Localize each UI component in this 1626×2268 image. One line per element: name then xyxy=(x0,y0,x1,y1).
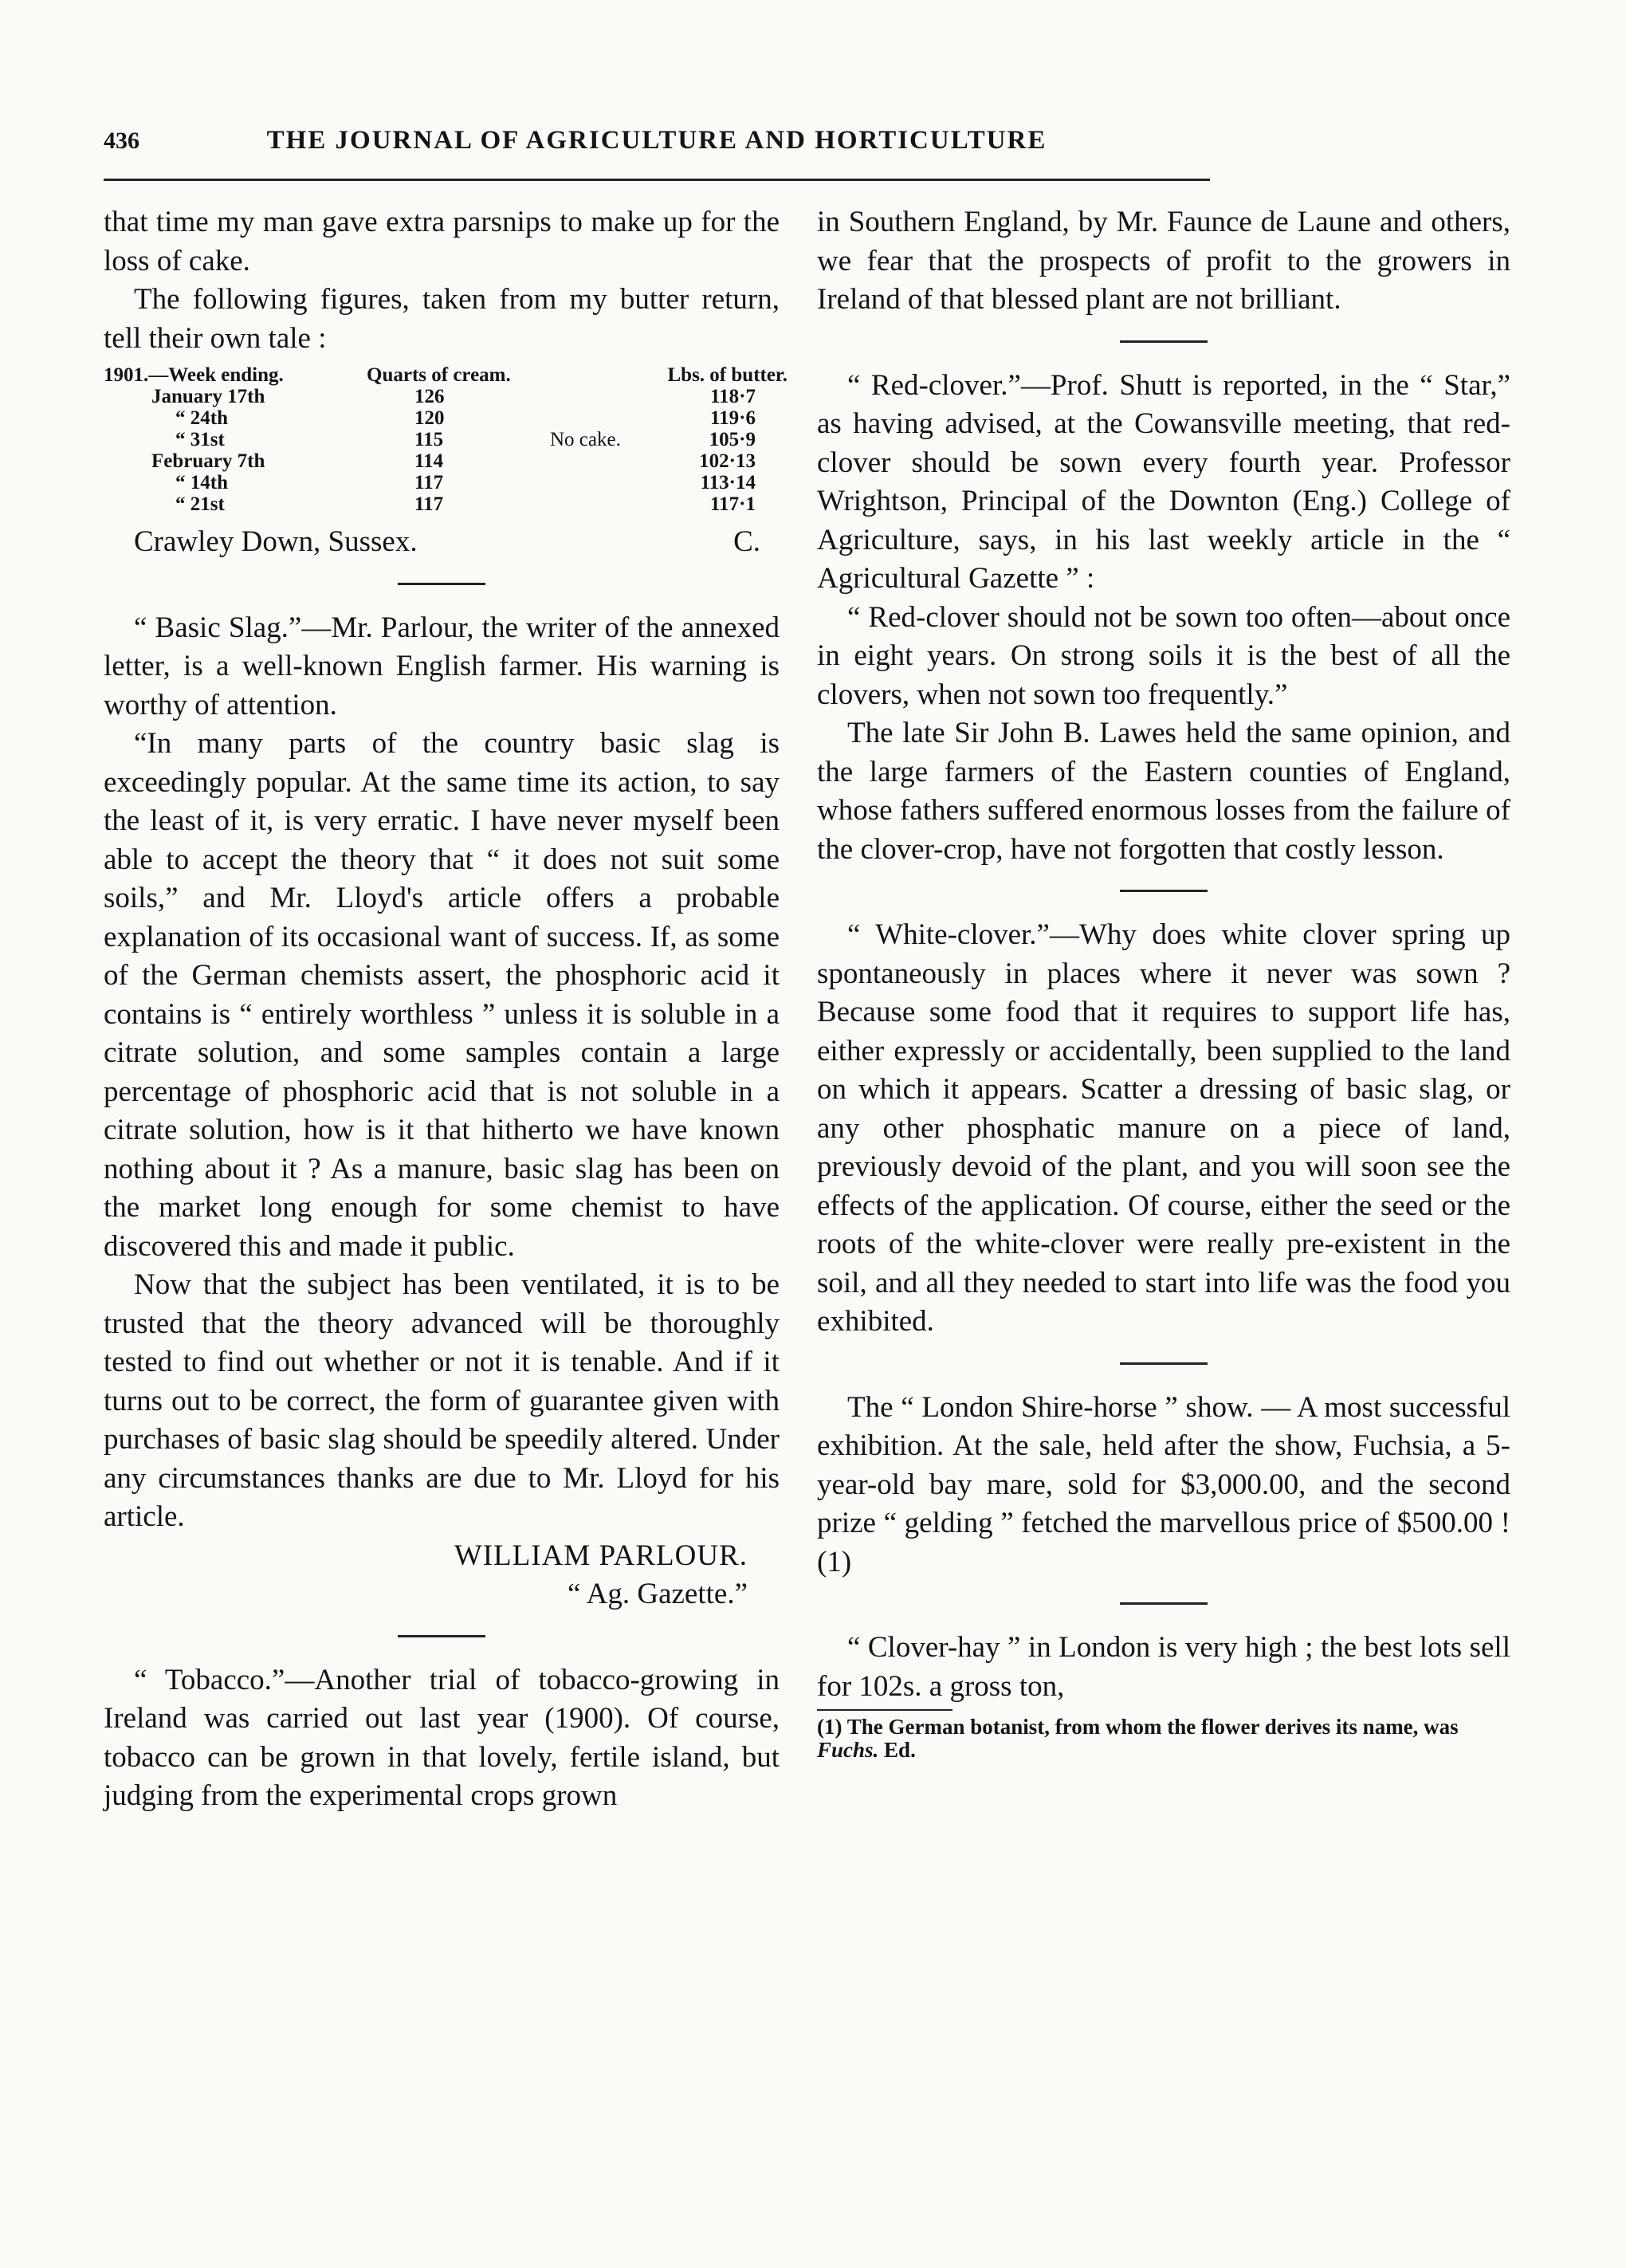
table-row xyxy=(104,407,787,429)
red-clover-lawes: The late Sir John B. Lawes held the same opinion, and the large farmers of the Eastern counties of England, whose fathers suffered enormous losses from the failure of the clover-crop, have not forgotten that costly lesson. xyxy=(817,717,1510,866)
cream-cell: 117 xyxy=(414,472,444,493)
table-row xyxy=(104,493,787,515)
tobacco-paragraph: “ Tobacco.”—Another trial of tobacco-growing in Ireland was carried out last year (1900). Of course, tobacco can be grown in that lovely, fertile island, but judging from the experimental crops grown xyxy=(104,1663,780,1812)
basic-slag-intro: “ Basic Slag.”—Mr. Parlour, the writer of the annexed letter, is a well-known English farmer. His warning is worthy of attention. xyxy=(104,611,780,721)
table-row xyxy=(104,450,787,472)
page-header xyxy=(104,120,1210,175)
clover-hay-paragraph: “ Clover-hay ” in London is very high ; the best lots sell for 102s. a gross ton, xyxy=(817,1631,1510,1703)
red-clover-paragraph: “ Red-clover.”—Prof. Shutt is reported, in the “ Star,” as having advised, at the Cowansville meeting, that red-clover should be sown every fourth year. Professor Wrightson, Principal of the Downton (Eng.) College of Agriculture, says, in his last weekly article in the “ Agricultural Gazette ” : xyxy=(817,368,1510,595)
section-divider xyxy=(1120,1602,1208,1605)
col-cream-header: Quarts of cream. xyxy=(367,364,511,386)
note-cell xyxy=(550,386,638,407)
place-name: Crawley Down, Sussex. xyxy=(134,525,418,558)
table-row xyxy=(104,429,787,450)
footnote-editor: Ed. xyxy=(884,1738,916,1762)
cream-cell: 115 xyxy=(414,429,444,450)
week-cell: “ 14th xyxy=(175,472,228,493)
week-cell: “ 31st xyxy=(175,429,225,450)
white-clover-paragraph: “ White-clover.”—Why does white clover spring up spontaneously in places where it never was sown ? Because some food that it requires to support life has, either expressly or accidentally, been supplied to the land on which it appears. Scatter a dressing of basic slag, or any other phosphatic manure on a piece of land, previously devoid of the plant, and you will soon see the effects of the application. Of course, either the seed or the roots of the white-clover were really pre-existent in the soil, and all they needed to start into life was the food you exhibited. xyxy=(817,918,1510,1338)
cream-cell: 114 xyxy=(414,450,444,472)
butter-cell: 119·6 xyxy=(710,407,756,429)
table-header-row xyxy=(104,364,787,386)
footnote-botanist: Fuchs. xyxy=(817,1738,879,1762)
letter-signature: WILLIAM PARLOUR. xyxy=(454,1539,748,1572)
red-clover-quote: “ Red-clover should not be sown too often—about once in eight years. On strong soils it is the best of all the clovers, when not sown too frequently.” xyxy=(817,600,1510,711)
no-cake-note: No cake. xyxy=(550,429,621,450)
header-rule xyxy=(104,179,1210,181)
author-initial: C. xyxy=(733,525,760,558)
note-cell xyxy=(550,493,638,515)
signature-source: “ Ag. Gazette.” xyxy=(568,1578,748,1610)
butter-cell: 102·13 xyxy=(699,450,756,472)
figures-intro: The following figures, taken from my butter return, tell their own tale : xyxy=(104,283,780,355)
page-number: 436 xyxy=(104,128,139,154)
week-cell: January 17th xyxy=(151,386,265,407)
basic-slag-letter: “In many parts of the country basic slag is exceedingly popular. At the same time its action, to say the least of it, is very erratic. I have never myself been able to accept the theory that “ it does not suit some soils,” and Mr. Lloyd's article offers a probable explanation of its occasional want of success. If, as some of the German chemists assert, the phosphoric acid it contains is “ entirely worthless ” unless it is soluble in a citrate solution, and some samples contain a large percentage of phosphoric acid that is not soluble in a citrate solution, how is it that hitherto we have known nothing about it ? As a manure, basic slag has been on the market long enough for some chemist to have discovered this and made it public. xyxy=(104,727,780,1263)
note-cell xyxy=(550,450,638,472)
table-row xyxy=(104,472,787,493)
tobacco-continued: in Southern England, by Mr. Faunce de Laune and others, we fear that the prospects of profit to the growers in Ireland of that blessed plant are not brilliant. xyxy=(817,206,1510,316)
footnote xyxy=(817,1716,1510,1762)
butter-return-table xyxy=(104,364,787,515)
right-column xyxy=(817,203,1510,1762)
basic-slag-letter-cont: Now that the subject has been ventilated, it is to be trusted that the theory advanced will be thoroughly tested to find out whether or not it is tenable. And if it turns out to be correct, the form of guarantee given with purchases of basic slag should be speedily altered. Under any circumstances thanks are due to Mr. Lloyd for his article. xyxy=(104,1268,780,1533)
left-column xyxy=(104,203,787,1816)
place-signoff xyxy=(104,523,780,562)
butter-cell: 113·14 xyxy=(700,472,756,493)
section-divider xyxy=(398,1635,485,1637)
parsnips-paragraph: that time my man gave extra parsnips to make up for the loss of cake. xyxy=(104,206,780,277)
butter-cell: 118·7 xyxy=(710,386,756,407)
footnote-rule xyxy=(817,1709,952,1711)
section-divider xyxy=(1120,340,1208,343)
table-row xyxy=(104,386,787,407)
shire-horse-paragraph: The “ London Shire-horse ” show. — A most successful exhibition. At the sale, held after the show, Fuchsia, a 5-year-old bay mare, sold for $3,000.00, and the second prize “ gelding ” fetched the marvellous price of $500.00 ! (1) xyxy=(817,1390,1510,1578)
week-cell: February 7th xyxy=(151,450,265,472)
cream-cell: 120 xyxy=(414,407,445,429)
week-cell: “ 21st xyxy=(175,493,225,515)
section-divider xyxy=(1120,1362,1208,1365)
note-cell xyxy=(550,472,638,493)
butter-cell: 105·9 xyxy=(709,429,756,450)
footnote-text: (1) The German botanist, from whom the flower derives its name, was xyxy=(817,1715,1459,1739)
note-cell xyxy=(550,407,638,429)
week-cell: “ 24th xyxy=(175,407,228,429)
journal-title: THE JOURNAL OF AGRICULTURE AND HORTICULTURE xyxy=(266,126,1047,155)
cream-cell: 117 xyxy=(414,493,444,515)
section-divider xyxy=(1120,890,1208,892)
col-week-header: 1901.—Week ending. xyxy=(104,364,284,386)
butter-cell: 117·1 xyxy=(710,493,756,515)
col-butter-header: Lbs. of butter. xyxy=(667,364,787,386)
section-divider xyxy=(398,583,485,585)
cream-cell: 126 xyxy=(414,386,445,407)
